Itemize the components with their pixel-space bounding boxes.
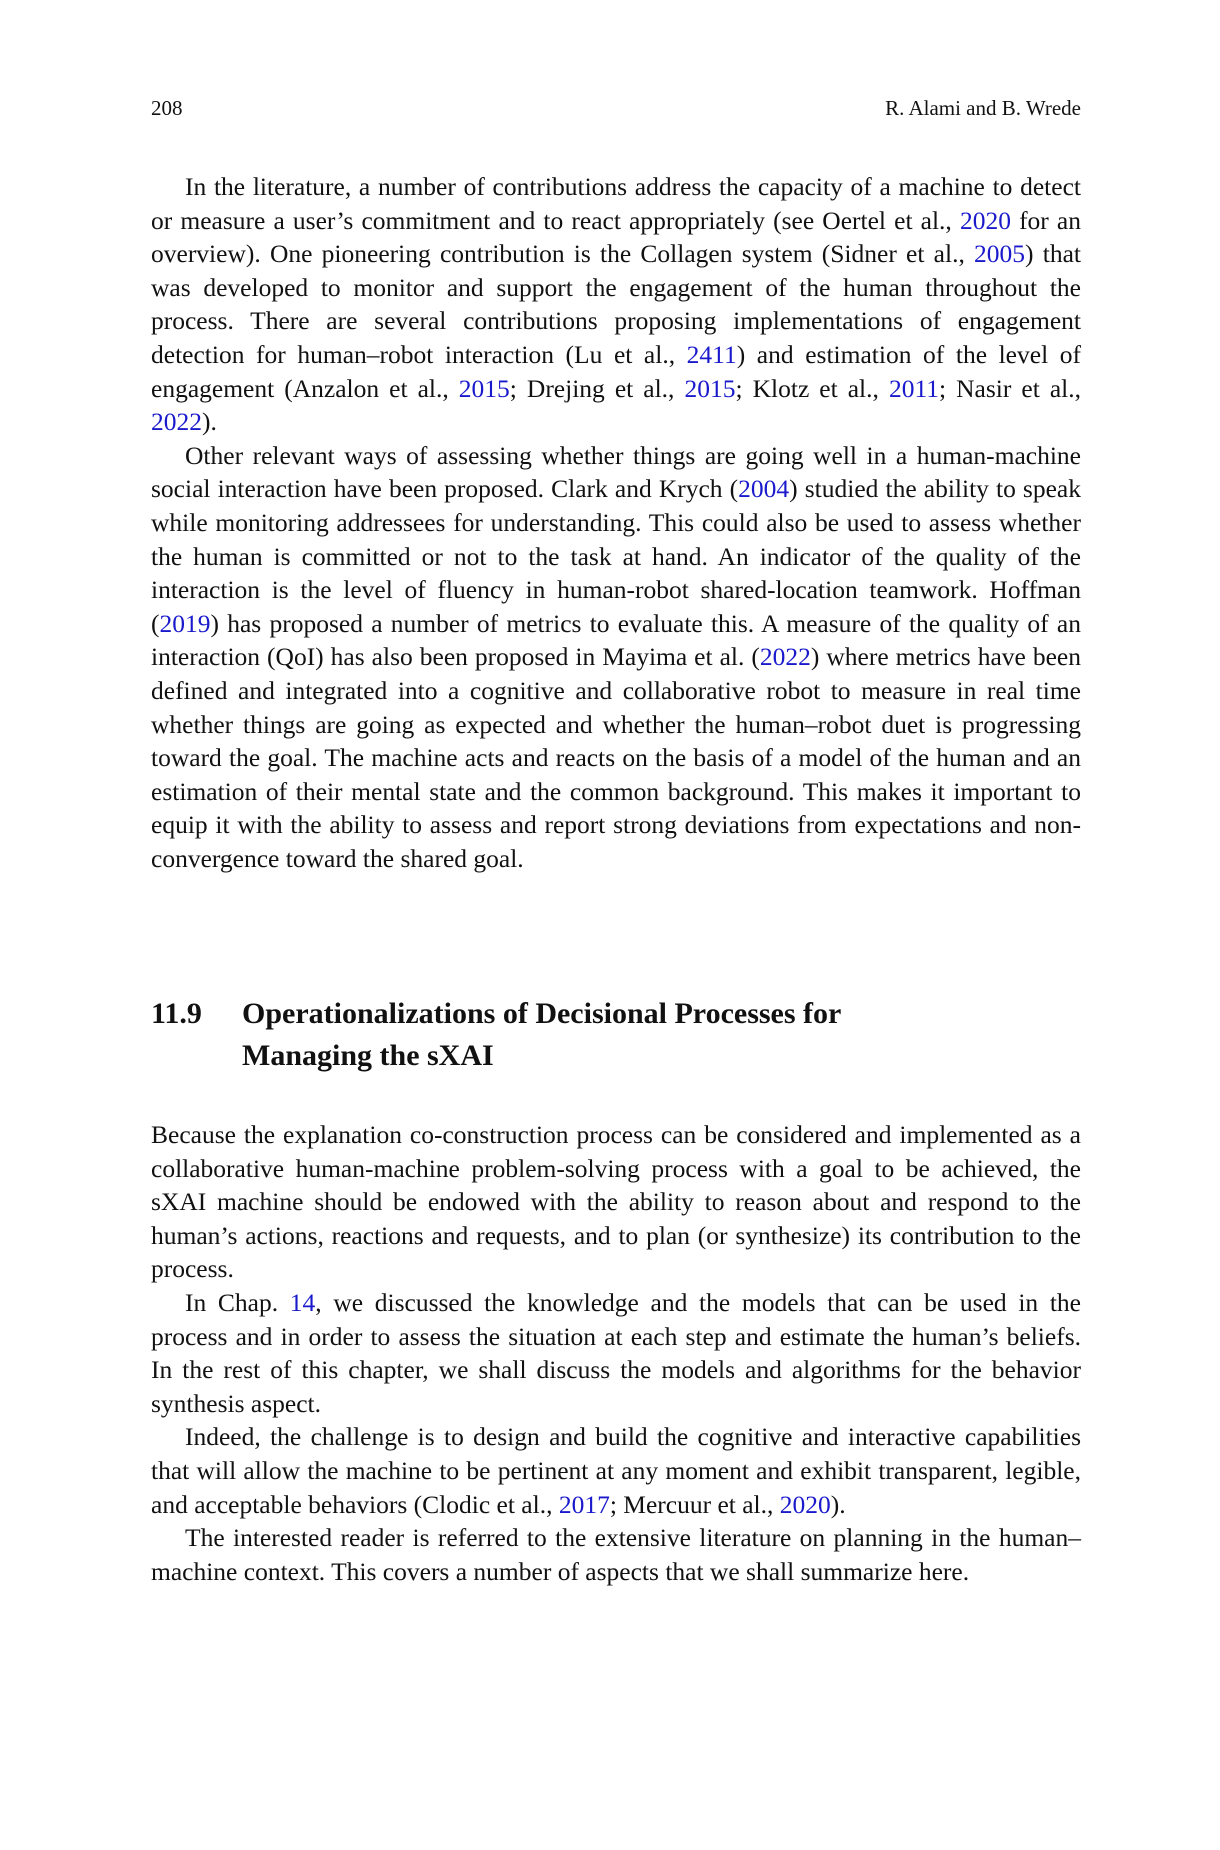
paragraph: In Chap. 14, we discussed the knowledge and the models that can be used in the process and in order to assess the situation at each step and estimate the human’s beliefs. In the rest of this chapter, we shall discuss the models and algorithms for the behavior synthesis aspect.: [151, 1287, 1081, 1418]
paragraph: Indeed, the challenge is to design and build the cognitive and interactive capabilities that will allow the machine to be pertinent at any moment and exhibit transparent, legible, and acceptable behaviors (Clodic et al., 2017; Mercuur et al., 2020).: [151, 1422, 1081, 1519]
citation-link[interactable]: 2011: [888, 373, 939, 403]
running-authors: R. Alami and B. Wrede: [885, 96, 1081, 120]
citation-link[interactable]: 2015: [684, 373, 736, 403]
paragraph: Because the explanation co-construction process can be considered and implemented as a collaborative human-machine problem-solving process with a goal to be achieved, the sXAI machine should be endowed with the ability to reason about and respond to the human’s actions, reactions and requests, and to plan (or synthesize) its contribution to the process.: [151, 1120, 1081, 1284]
paragraph: In the literature, a number of contributions address the capacity of a machine to detect or measure a user’s commitment and to react appropriately (see Oertel et al., 2020 for an overview). One pioneering contribution is the Collagen system (Sidner et al., 2005) that was developed to monitor and support the engagement of the human throughout the process. There are several contributions proposing implementations of engagement detection for human–robot interaction (Lu et al., 2411) and estimation of the level of engagement (Anzalon et al., 2015; Drejing et al., 2015; Klotz et al., 2011; Nasir et al., 2022).: [151, 172, 1081, 437]
citation-link[interactable]: 2017: [558, 1489, 610, 1519]
page-number: 208: [151, 96, 183, 120]
citation-link[interactable]: 2411: [686, 339, 737, 369]
body-text-bottom: [151, 1118, 1081, 1588]
body-text-top: [151, 170, 1081, 875]
citation-link[interactable]: 2019: [159, 608, 211, 638]
paragraph: The interested reader is referred to the extensive literature on planning in the human–machine context. This covers a number of aspects that we shall summarize here.: [151, 1523, 1081, 1586]
citation-link[interactable]: 2005: [974, 239, 1026, 269]
citation-link[interactable]: 2020: [959, 205, 1011, 235]
citation-link[interactable]: 2015: [458, 373, 510, 403]
citation-link[interactable]: 2004: [738, 474, 790, 504]
section-heading: [151, 993, 1051, 1077]
citation-link[interactable]: 2020: [779, 1489, 831, 1519]
chapter-link[interactable]: 14: [289, 1287, 316, 1317]
citation-link[interactable]: 2022: [151, 407, 202, 437]
section-number: 11.9: [151, 997, 202, 1030]
running-header: [151, 96, 1081, 121]
citation-link[interactable]: 2022: [759, 642, 811, 672]
section-title: Operationalizations of Decisional Processes for Managing the sXAI: [242, 997, 842, 1072]
paragraph: Other relevant ways of assessing whether things are going well in a human-machine social interaction have been proposed. Clark and Krych (2004) studied the ability to speak while monitoring addressees for understanding. This could also be used to assess whether the human is committed or not to the task at hand. An indicator of the quality of the interaction is the level of fluency in human-robot shared-location teamwork. Hoffman (2019) has proposed a number of metrics to evaluate this. A measure of the quality of an interaction (QoI) has also been proposed in Mayima et al. (2022) where metrics have been defined and integrated into a cognitive and collaborative robot to measure in real time whether things are going as expected and whether the human–robot duet is progressing toward the goal. The machine acts and reacts on the basis of a model of the human and an estimation of their mental state and the common background. This makes it important to equip it with the ability to assess and report strong deviations from expectations and non-convergence toward the shared goal.: [151, 440, 1081, 873]
